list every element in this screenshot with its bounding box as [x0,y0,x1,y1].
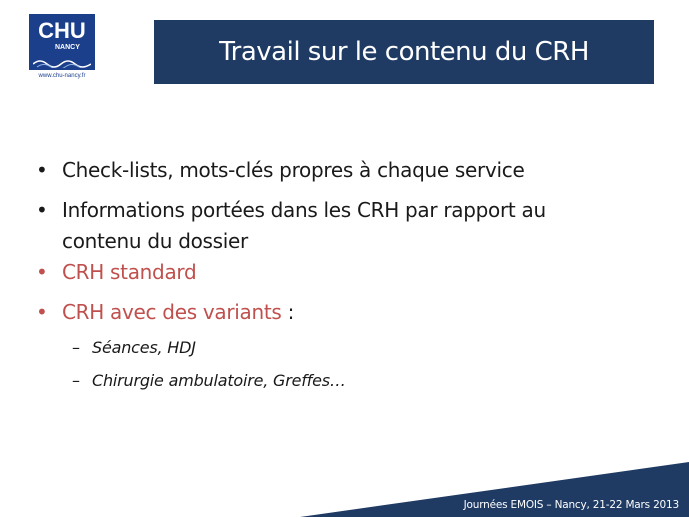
bullet-marker: • [36,198,48,222]
sub-bullet-marker: – [72,338,80,357]
sub-bullet-text: Séances, HDJ [92,338,196,357]
sub-bullet-text: Chirurgie ambulatoire, Greffes… [92,371,346,390]
bullet-text: CRH standard [62,260,197,284]
logo-wave-icon [33,58,91,68]
bullet-text: CRH avec des variants [62,300,282,324]
bullet-marker: • [36,158,48,182]
bullet-text: Check-lists, mots-clés propres à chaque service [62,158,525,182]
logo-chu-text: CHU [38,18,86,43]
sub-bullet-marker: – [72,371,80,390]
slide-title: Travail sur le contenu du CRH [219,37,589,67]
bullet-marker: • [36,260,48,284]
logo-url: www.chu-nancy.fr [38,73,86,79]
bullet-text-group [62,297,294,327]
chu-nancy-logo [29,14,95,82]
logo-nancy-text: NANCY [55,44,80,51]
bullet-suffix: : [281,300,295,324]
bullet-text-line2: contenu du dossier [62,229,248,253]
footer-text: Journées EMOIS – Nancy, 21-22 Mars 2013 [463,499,679,511]
bullet-marker: • [36,300,48,324]
title-bar [154,20,654,84]
bullet-text-line1: Informations portées dans les CRH par rapport au [62,198,546,222]
